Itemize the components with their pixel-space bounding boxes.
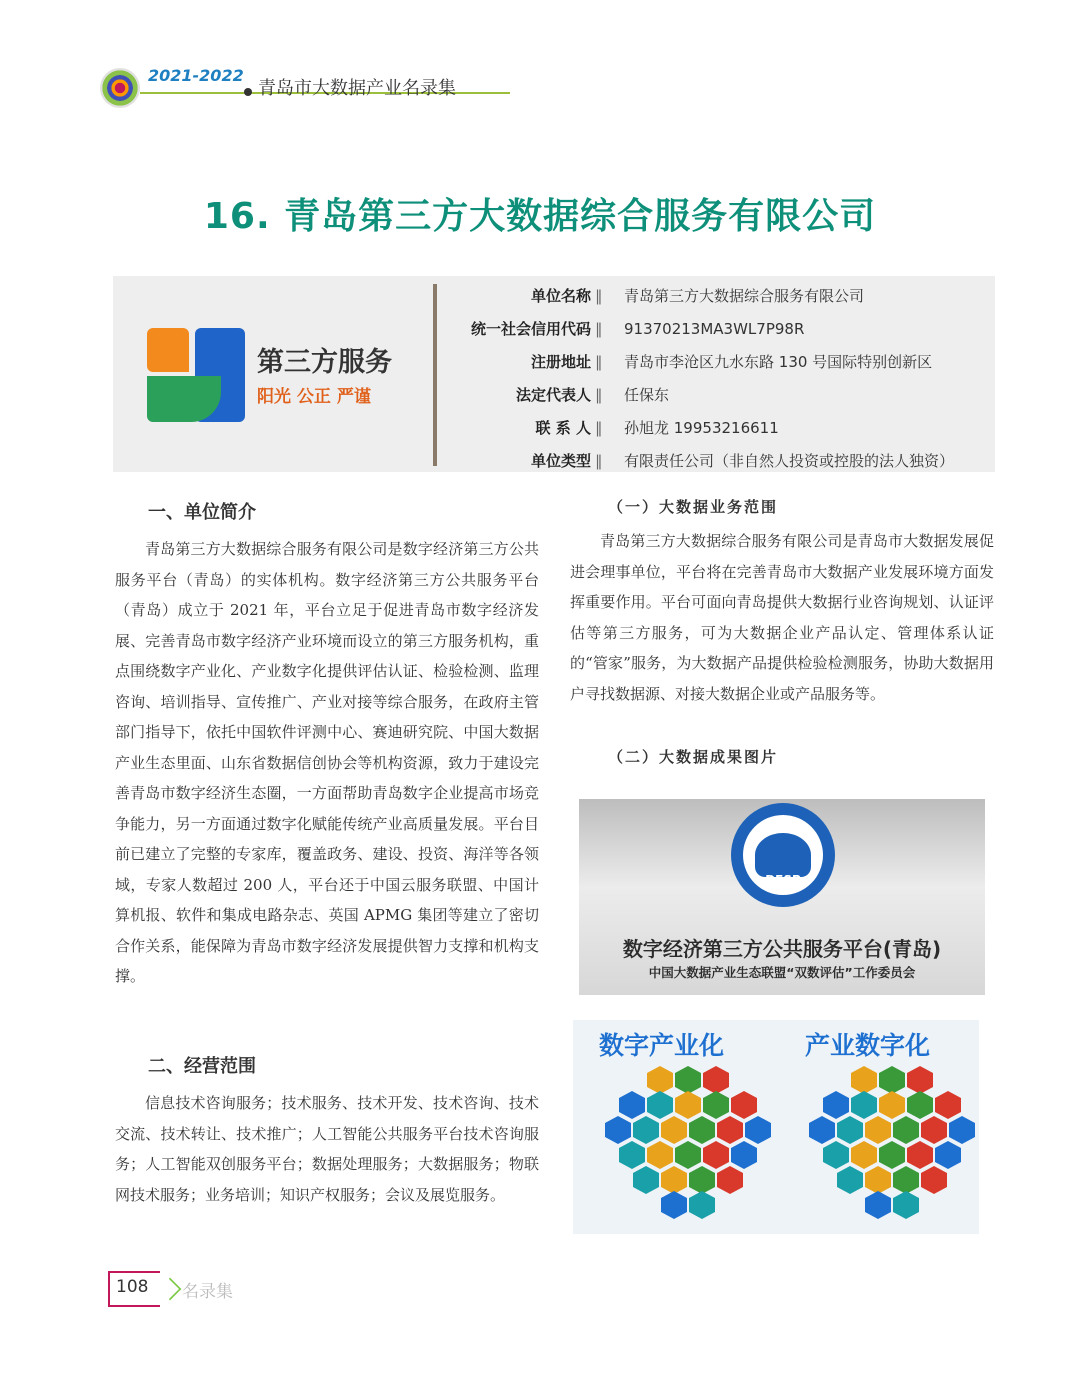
scope-text bbox=[115, 1088, 539, 1210]
info-row bbox=[443, 280, 991, 313]
info-label: 统一社会信用代码 bbox=[470, 320, 591, 338]
intro-text bbox=[115, 534, 539, 992]
hexagon-icon bbox=[893, 1166, 919, 1194]
info-value: 孙旭龙 19953216611 bbox=[624, 419, 779, 437]
page-header bbox=[96, 62, 496, 112]
company-logo-name: 第三方服务 bbox=[257, 347, 392, 378]
section-heading-scope: 二、经营范围 bbox=[148, 1056, 256, 1077]
page-title: 16. 青岛第三方大数据综合服务有限公司 bbox=[203, 196, 877, 237]
intro-paragraph: 青岛第三方大数据综合服务有限公司是数字经济第三方公共服务平台（青岛）的实体机构。数字经济第三方公共服务平台（青岛）成立于 2021 年，平台立足于促进青岛市数字经济发展、完善青岛市数字经济产业环境而设立的第三方服务机构，重点围绕数字产业化、产业数字化提供评估认证、检验检测、监理咨询、培训指导、宣传推广、产业对接等综合服务，在政府主管部门指导下，依托中国软件评测中心、赛迪研究院、中国大数据产业生态里面、山东省数据信创协会等机构资源，致力于建设完善青岛市数字经济生态圈，一方面帮助青岛数字企业提高市场竞争能力，另一方面通过数字化赋能传统产业高质量发展。平台目前已建立了完整的专家库，覆盖政务、建设、投资、海洋等各领域，专家人数超过 200 人，平台还于中国云服务联盟、中国计算机报、软件和集成电路杂志、英国 APMG 集团等建立了密切合作关系，能保障为青岛市数字经济发展提供智力支撑和机构支撑。 bbox=[115, 540, 539, 985]
hexagon-icon bbox=[619, 1141, 645, 1169]
info-rows bbox=[443, 280, 991, 478]
sign-main-text: 数字经济第三方公共服务平台(青岛) bbox=[622, 937, 942, 961]
header-book-title: 青岛市大数据产业名录集 bbox=[258, 78, 456, 99]
hexagon-icon bbox=[731, 1091, 757, 1119]
hexagon-icon bbox=[823, 1091, 849, 1119]
info-separator: ‖ bbox=[595, 353, 603, 371]
company-logo bbox=[147, 328, 417, 424]
info-separator: ‖ bbox=[595, 287, 603, 305]
hexagon-icon bbox=[851, 1091, 877, 1119]
info-value: 任保东 bbox=[624, 386, 670, 404]
info-separator: ‖ bbox=[595, 419, 603, 437]
chevron-right-icon bbox=[159, 1278, 182, 1301]
hexagon-icon bbox=[893, 1116, 919, 1144]
platform-sign-photo bbox=[579, 799, 985, 995]
hexagon-icon bbox=[661, 1166, 687, 1194]
info-label: 联 系 人 bbox=[535, 419, 591, 437]
hexagon-icon bbox=[879, 1066, 905, 1094]
hexagon-icon bbox=[879, 1141, 905, 1169]
info-row bbox=[443, 313, 991, 346]
hexagon-icon bbox=[619, 1091, 645, 1119]
info-row bbox=[443, 412, 991, 445]
hexagon-icon bbox=[661, 1116, 687, 1144]
info-row bbox=[443, 445, 991, 478]
hexagon-icon bbox=[823, 1141, 849, 1169]
hexagon-icon bbox=[689, 1191, 715, 1219]
info-value: 青岛第三方大数据综合服务有限公司 bbox=[624, 287, 865, 305]
hexagon-icon bbox=[879, 1091, 905, 1119]
hexagon-icon bbox=[865, 1116, 891, 1144]
diagram-left-title: 数字产业化 bbox=[599, 1031, 725, 1060]
hexagon-icon bbox=[633, 1116, 659, 1144]
hexagon-icon bbox=[647, 1141, 673, 1169]
hexagon-icon bbox=[865, 1191, 891, 1219]
hexagon-icon bbox=[605, 1116, 631, 1144]
info-value: 91370213MA3WL7P98R bbox=[624, 320, 805, 338]
hexagon-icon bbox=[689, 1116, 715, 1144]
hexagon-icon bbox=[809, 1116, 835, 1144]
subsection-heading-photos: （二）大数据成果图片 bbox=[608, 748, 779, 766]
emblem-text: DESP bbox=[765, 873, 801, 887]
sign-sub-text: 中国大数据产业生态联盟“双数评估”工作委员会 bbox=[648, 965, 916, 980]
hexagon-icon bbox=[731, 1141, 757, 1169]
page-footer bbox=[108, 1271, 308, 1309]
book-logo-icon bbox=[100, 68, 140, 108]
hexagon-icon bbox=[935, 1141, 961, 1169]
industry-diagram-photo bbox=[573, 1020, 979, 1234]
section-heading-intro: 一、单位简介 bbox=[148, 502, 256, 523]
company-info-box bbox=[113, 276, 995, 472]
info-value: 青岛市李沧区九水东路 130 号国际特别创新区 bbox=[624, 353, 933, 371]
hexagon-icon bbox=[633, 1166, 659, 1194]
hexagon-icon bbox=[851, 1066, 877, 1094]
diagram-right-title: 产业数字化 bbox=[805, 1031, 931, 1060]
hexagon-icon bbox=[717, 1116, 743, 1144]
hexagon-icon bbox=[647, 1091, 673, 1119]
header-dot bbox=[244, 88, 252, 96]
hexagon-icon bbox=[837, 1166, 863, 1194]
info-separator: ‖ bbox=[595, 320, 603, 338]
company-mark-icon bbox=[147, 328, 245, 422]
info-label: 单位类型 bbox=[530, 452, 591, 470]
hexagon-icon bbox=[921, 1166, 947, 1194]
hexagon-icon bbox=[935, 1091, 961, 1119]
hexagon-icon bbox=[865, 1166, 891, 1194]
hexagon-icon bbox=[745, 1116, 771, 1144]
header-years: 2021-2022 bbox=[148, 66, 244, 85]
business-text bbox=[570, 526, 994, 709]
info-label: 单位名称 bbox=[530, 287, 591, 305]
footer-label: 名录集 bbox=[182, 1282, 233, 1302]
hexagon-icon bbox=[675, 1091, 701, 1119]
hexagon-icon bbox=[907, 1066, 933, 1094]
hexagon-icon bbox=[921, 1116, 947, 1144]
hexagon-icon bbox=[703, 1066, 729, 1094]
hexagon-icon bbox=[851, 1141, 877, 1169]
hexagon-icon bbox=[675, 1066, 701, 1094]
hexagon-icon bbox=[689, 1166, 715, 1194]
info-row bbox=[443, 379, 991, 412]
hexagon-icon bbox=[907, 1091, 933, 1119]
hexagon-icon bbox=[675, 1141, 701, 1169]
hexagon-icon bbox=[893, 1191, 919, 1219]
page-number: 108 bbox=[116, 1277, 149, 1297]
business-paragraph: 青岛第三方大数据综合服务有限公司是青岛市大数据发展促进会理事单位，平台将在完善青岛市大数据产业发展环境方面发挥重要作用。平台可面向青岛提供大数据行业咨询规划、认证评估等第三方服务，可为大数据企业产品认定、管理体系认证的“管家”服务，为大数据产品提供检验检测服务，协助大数据用户寻找数据源、对接大数据企业或产品服务等。 bbox=[570, 532, 994, 703]
info-separator: ‖ bbox=[595, 386, 603, 404]
info-value: 有限责任公司（非自然人投资或控股的法人独资） bbox=[624, 452, 955, 470]
subsection-heading-business: （一）大数据业务范围 bbox=[608, 498, 779, 516]
hexagon-icon bbox=[703, 1091, 729, 1119]
hexagon-icon bbox=[907, 1141, 933, 1169]
scope-paragraph: 信息技术咨询服务；技术服务、技术开发、技术咨询、技术交流、技术转让、技术推广；人工智能公共服务平台技术咨询服务；人工智能双创服务平台；数据处理服务；大数据服务；物联网技术服务；业务培训；知识产权服务；会议及展览服务。 bbox=[115, 1094, 539, 1204]
hexagon-icon bbox=[717, 1166, 743, 1194]
hexagon-icon bbox=[703, 1141, 729, 1169]
info-separator: ‖ bbox=[595, 452, 603, 470]
desp-emblem-icon bbox=[731, 803, 835, 907]
info-label: 注册地址 bbox=[530, 353, 591, 371]
hexagon-icon bbox=[837, 1116, 863, 1144]
hexagon-icon bbox=[949, 1116, 975, 1144]
info-row bbox=[443, 346, 991, 379]
company-logo-slogan: 阳光 公正 严谨 bbox=[257, 387, 371, 407]
hexagon-icon bbox=[647, 1066, 673, 1094]
info-label: 法定代表人 bbox=[515, 386, 591, 404]
hexagon-icon bbox=[661, 1191, 687, 1219]
